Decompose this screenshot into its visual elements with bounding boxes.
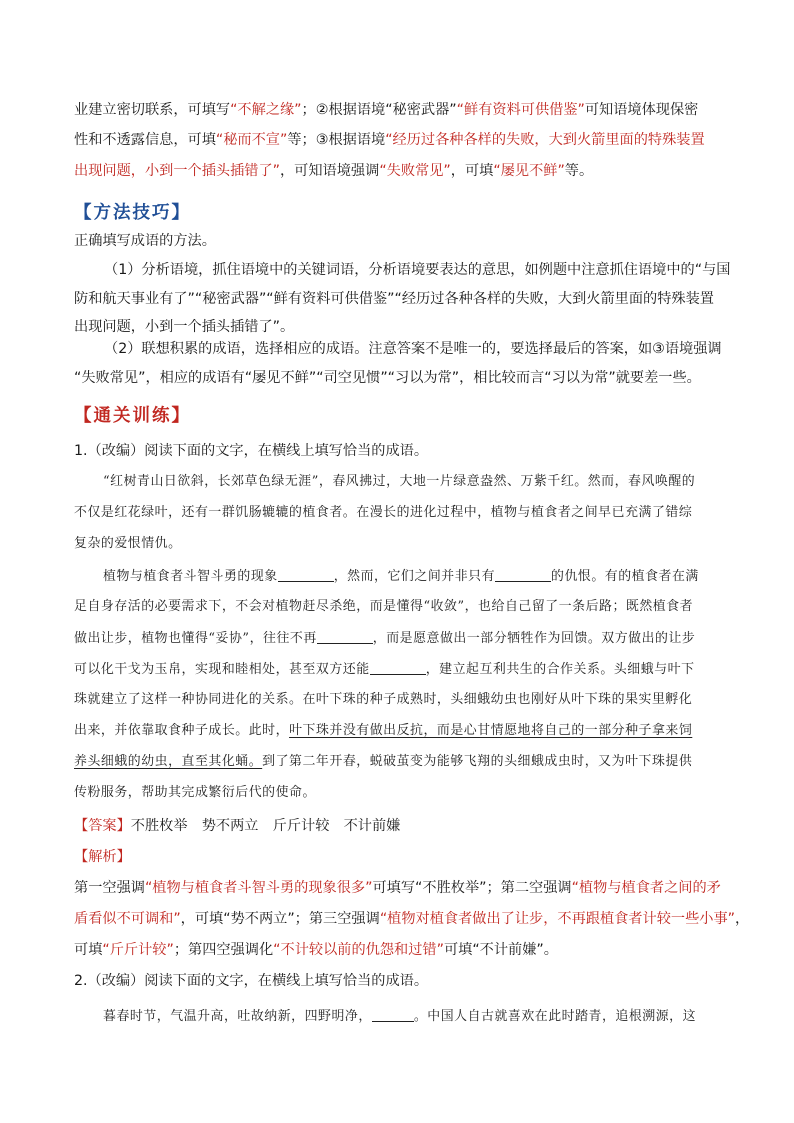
q1-passage-line: 足自身存活的必要需求下，不会对植物赶尽杀绝，而是懂得“收敛”，也给自己留了一条后路；既然植食者 <box>74 599 694 614</box>
body-text: 可填 <box>74 942 103 958</box>
highlight-text: “不计较以前的仇怨和过错” <box>273 942 444 958</box>
highlight-text: “植物对植食者做出了让步，不再跟植食者计较一些小事” <box>379 911 736 927</box>
q1-passage-line: 养头细蛾的幼虫，直至其化蛹。到了第二年开春，蜕破茧变为能够飞翔的头细蛾成虫时，又为叶下珠提供 <box>74 754 693 769</box>
q1-passage-line: 珠就建立了这样一种协同进化的关系。在叶下珠的种子成熟时，头细蛾幼虫也刚好从叶下珠的果实里孵化 <box>74 692 693 707</box>
body-text: “秘密武器” <box>385 102 457 118</box>
highlight-text: 出现问题，小到一个插头插错了” <box>74 163 280 179</box>
body-text: 业建立密切联系，可填写 <box>74 102 231 118</box>
q1-passage-line: 不仅是红花绿叶，还有一群饥肠辘辘的植食者。在漫长的进化过程中，植物与植食者之间早已充满了错综 <box>74 505 693 520</box>
q1-passage-line: 做出让步，植物也懂得“妥协”，往往不再 ，而是愿意做出一部分牺牲作为回馈。双方做出的让步 <box>74 628 695 649</box>
analysis-line-1 <box>74 878 721 898</box>
q1-prompt: 1.（改编）阅读下面的文字，在横线上填写恰当的成语。 <box>74 443 429 459</box>
q1-passage-line: 植物与植食者斗智斗勇的现象 ，然而，它们之间并非只有 的仇恨。有的植食者在满 <box>103 566 699 587</box>
method-line-1: （1）分析语境，抓住语境中的关键词语，分析语境要表达的意思，如例题中注意抓住语境中的“与国 <box>104 262 731 278</box>
q2-prompt: 2.（改编）阅读下面的文字，在横线上填写恰当的成语。 <box>74 973 429 989</box>
answer-blank-3[interactable] <box>317 628 373 644</box>
body-text: ；②根据语境 <box>301 102 386 118</box>
body-text: 第一空强调 <box>74 880 145 896</box>
highlight-text: “植物与植食者斗智斗勇的现象很多” <box>144 880 373 896</box>
body-text: ；第四空强调化 <box>173 942 274 958</box>
analysis-label: 【解析】 <box>74 849 131 865</box>
body-text: 性和不透露信息，可填 <box>74 132 216 148</box>
highlight-text: “屡见不鲜” <box>493 163 565 179</box>
body-text: 等。 <box>564 163 594 179</box>
underlined-text: 叶下珠并没有做出反抗，而是心甘情愿地将自己的一部分种子拿来饲 <box>289 723 693 738</box>
top-para-line-2 <box>74 130 705 150</box>
highlight-text: “秘而不宣” <box>215 132 288 148</box>
body-text: 可填写“不胜枚举”；第二空强调 <box>372 880 572 896</box>
q1-passage-line: “红树青山日欲斜，长郊草色绿无涯”，春风拂过，大地一片绿意盎然、万紫千红。然而，春风唤醒的 <box>103 474 696 489</box>
body-text: ，可填“势不两立”；第三空强调 <box>180 911 380 927</box>
method-line-4: （2）联想积累的成语，选择相应的成语。注意答案不是唯一的，要选择最后的答案，如③语境强调 <box>104 341 722 357</box>
q1-passage-line: 出来，并依靠取食种子成长。此时，叶下珠并没有做出反抗，而是心甘情愿地将自己的一部分种子拿来饲 <box>74 723 693 738</box>
body-text: ，可知语境强调 <box>279 163 380 179</box>
method-intro: 正确填写成语的方法。 <box>74 233 216 249</box>
method-heading: 【方法技巧】 <box>74 203 191 223</box>
answer-blank-4[interactable] <box>370 659 426 675</box>
answer-label: 【答案】 <box>74 818 131 834</box>
q1-passage-line: 复杂的爱恨情仇。 <box>74 536 182 551</box>
q1-passage-line: 可以化干戈为玉帛，实现和睦相处，甚至双方还能 ，建立起互利共生的合作关系。头细蛾与叶下 <box>74 659 695 680</box>
highlight-text: “经历过各种各样的失败，大到火箭里面的特殊装置 <box>385 132 705 148</box>
underlined-text: 养头细蛾的幼虫，直至其化蛹。 <box>74 754 263 769</box>
method-line-2: 防和航天事业有了”“秘密武器”“鲜有资料可供借鉴”“经历过各种各样的失败，大到火箭里面的特殊装置 <box>74 291 714 307</box>
top-para-line-3 <box>74 161 593 181</box>
answer-blank-q2[interactable] <box>372 1006 414 1022</box>
answer-blank-2[interactable] <box>495 566 551 582</box>
body-text: 可知语境体现保密 <box>584 102 699 118</box>
highlight-text: “斤斤计较” <box>102 942 174 958</box>
method-line-3: 出现问题，小到一个插头插错了”。 <box>74 319 295 335</box>
answer-line <box>74 816 400 836</box>
highlight-text: “失败常见” <box>379 163 451 179</box>
highlight-text: “鲜有资料可供借鉴” <box>456 102 585 118</box>
body-text: 等；③根据语境 <box>287 132 386 148</box>
highlight-text: 盾看似不可调和” <box>74 911 181 927</box>
q1-passage-line: 传粉服务，帮助其完成繁衍后代的使命。 <box>74 785 316 800</box>
body-text: 可填“不计前嫌”。 <box>443 942 558 958</box>
analysis-line-3 <box>74 940 558 960</box>
answer-text: 不胜枚举 势不两立 斤斤计较 不计前嫌 <box>130 818 401 834</box>
body-text: ， <box>735 911 750 927</box>
training-heading: 【通关训练】 <box>74 406 191 426</box>
highlight-text: “不解之缘” <box>230 102 302 118</box>
method-line-5: “失败常见”，相应的成语有“屡见不鲜”“司空见惯”“习以为常”，相比较而言“习以为常”就要差一些。 <box>74 370 701 386</box>
top-para-line-1 <box>74 100 698 120</box>
q2-passage-line: 暮春时节，气温升高，吐故纳新，四野明净， 。中国人自古就喜欢在此时踏青，追根溯源，这 <box>103 1006 696 1027</box>
body-text: ，可填 <box>450 163 494 179</box>
answer-blank-1[interactable] <box>278 566 334 582</box>
analysis-line-2 <box>74 909 749 929</box>
highlight-text: “植物与植食者之间的矛 <box>571 880 721 896</box>
